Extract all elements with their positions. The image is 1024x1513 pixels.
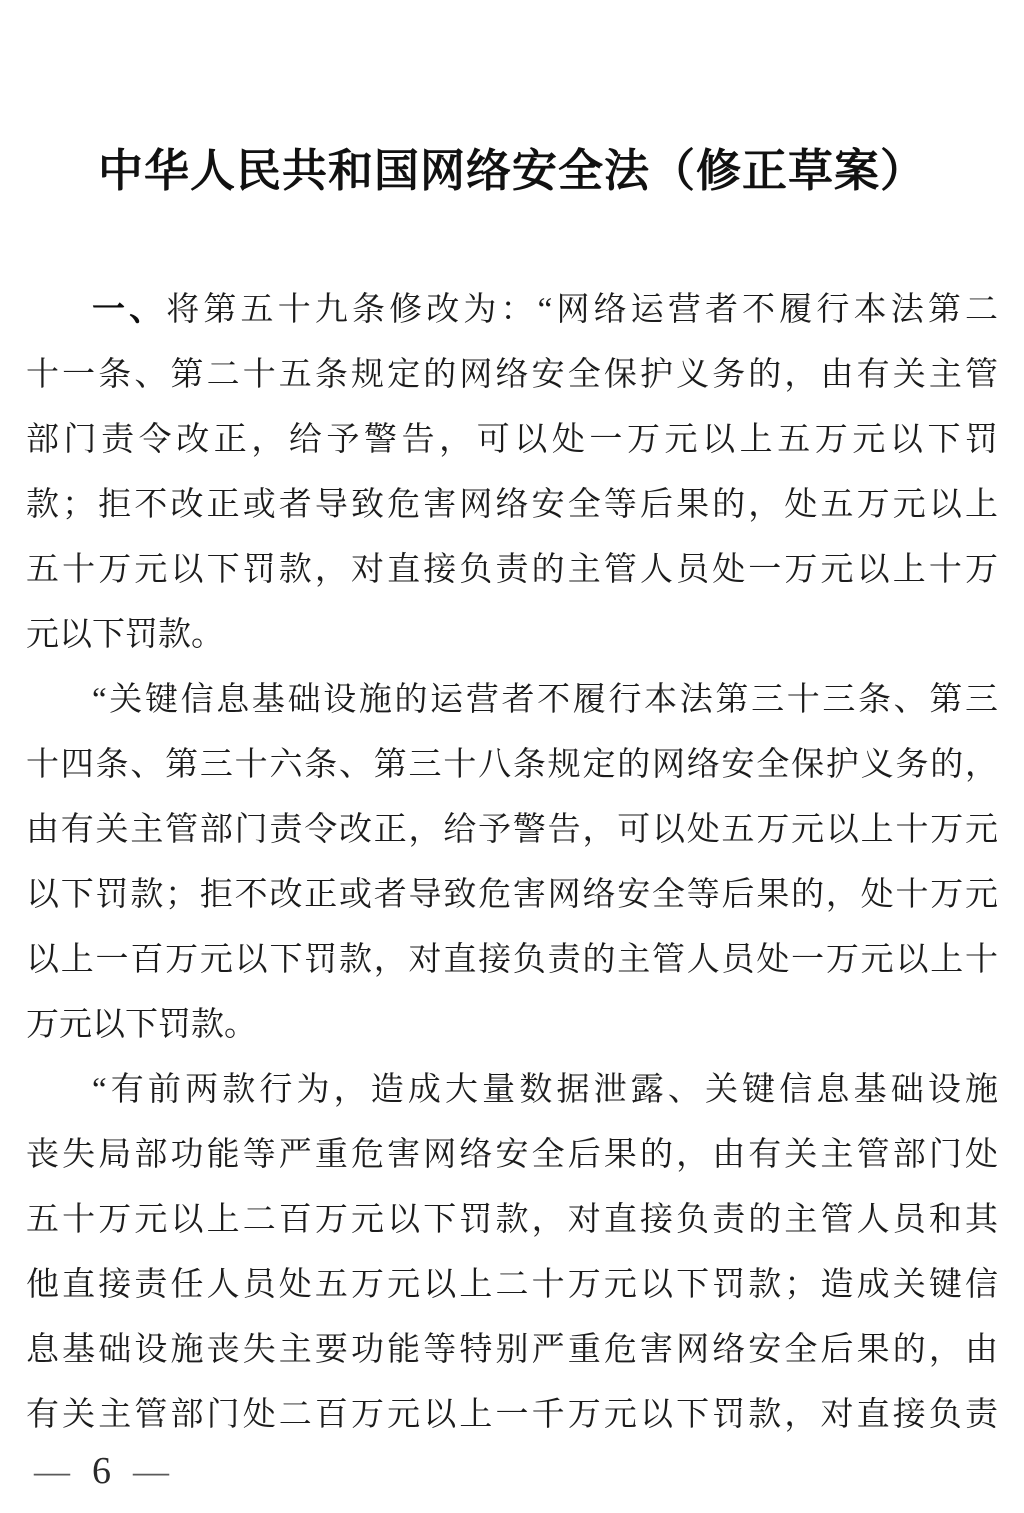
text-line: 由有关主管部门责令改正，给予警告，可以处五万元以上十万元 — [26, 812, 998, 848]
text-line: 十四条、第三十六条、第三十八条规定的网络安全保护义务的， — [26, 747, 998, 783]
text-line: 十一条、第二十五条规定的网络安全保护义务的，由有关主管 — [26, 357, 998, 393]
text-line: 五十万元以下罚款，对直接负责的主管人员处一万元以上十万 — [26, 552, 998, 588]
text-line: 他直接责任人员处五万元以上二十万元以下罚款；造成关键信 — [26, 1267, 998, 1303]
text-line: 丧失局部功能等严重危害网络安全后果的，由有关主管部门处 — [26, 1137, 998, 1173]
text-line: 以上一百万元以下罚款，对直接负责的主管人员处一万元以上十 — [26, 942, 998, 978]
text-line: 部门责令改正，给予警告，可以处一万元以上五万元以下罚 — [26, 422, 998, 458]
text-line: 五十万元以上二百万元以下罚款，对直接负责的主管人员和其 — [26, 1202, 998, 1238]
page-footer — [34, 1446, 169, 1496]
line-text: 将第五十九条修改为：“网络运营者不履行本法第二 — [166, 292, 998, 328]
footer-dash-left: — — [34, 1451, 70, 1491]
text-line: 息基础设施丧失主要功能等特别严重危害网络安全后果的，由 — [26, 1332, 998, 1368]
text-line: 有关主管部门处二百万元以上一千万元以下罚款，对直接负责 — [26, 1397, 998, 1433]
text-line: “关键信息基础设施的运营者不履行本法第三十三条、第三 — [92, 682, 998, 718]
document-title: 中华人民共和国网络安全法（修正草案） — [97, 146, 926, 196]
text-line: 元以下罚款。 — [26, 617, 224, 653]
text-line: “有前两款行为，造成大量数据泄露、关键信息基础设施 — [92, 1072, 998, 1108]
text-line: 万元以下罚款。 — [26, 1007, 257, 1043]
page-number: 6 — [92, 1450, 111, 1492]
text-line: 款；拒不改正或者导致危害网络安全等后果的，处五万元以上 — [26, 487, 998, 523]
text-line — [26, 278, 998, 343]
document-body — [26, 278, 998, 1448]
item-number: 一、 — [92, 292, 167, 328]
footer-dash-right: — — [133, 1451, 169, 1491]
text-line: 以下罚款；拒不改正或者导致危害网络安全等后果的，处十万元 — [26, 877, 998, 913]
